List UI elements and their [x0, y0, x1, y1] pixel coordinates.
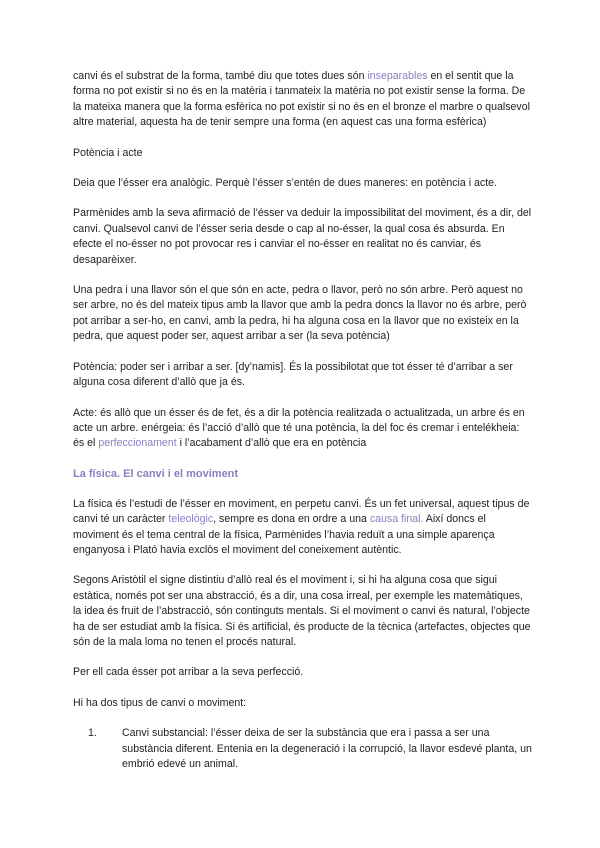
link-causa-final[interactable]: causa final. — [369, 513, 424, 526]
text: , sempre es dona en ordre a una — [213, 513, 370, 526]
document-page — [73, 69, 533, 772]
subheading-potencia-acte: Potència i acte — [73, 146, 143, 159]
paragraph-analogic: Deia que l’ésser era analògic. Perquè l’ésser s’entén de dues maneres: en potència i acte. — [73, 177, 498, 190]
numbered-list — [73, 726, 533, 772]
paragraph-acte — [73, 406, 533, 452]
list-number: 1. — [88, 727, 97, 740]
paragraph-fisica — [73, 497, 533, 559]
text: i l’acabament d’allò que era en potència — [176, 437, 367, 450]
list-item-text: Canvi substancial: l’ésser deixa de ser la substància que era i passa a ser una substància diferent. Entenia en la degeneració i la corrupció, la llavor esdevé planta, un embrió edevé un animal. — [122, 727, 532, 770]
paragraph-forma — [73, 69, 533, 131]
link-inseparables[interactable]: inseparables — [367, 70, 428, 82]
text: Així doncs el moviment és el tema central de la física, Parmènides l’havia reduït a una simple aparença enganyosa i Plató havia exclòs el moviment del coneixement autèntic. — [73, 513, 495, 556]
text: Acte: és allò que un ésser és de fet, és a dir la potència realitzada o actualitzada, un arbre és en acte un arbre. enérgeia: és l’acció d’allò que té una potència, la del foc és cremar i entelékheia: és el — [73, 406, 525, 450]
paragraph-pedra-llavor: Una pedra i una llavor són el que són en acte, pedra o llavor, però no són arbre. Però aquest no ser arbre, no és del mateix tipus amb la llavor que amb la pedra doncs la llavor no és arbre, però pot arribar a ser-ho, en canvi, amb la pedra, hi ha alguna cosa en la llavor que no existeix en la pedra, que aquest poder ser, aquest arribar a ser (la seva potència) — [73, 284, 527, 343]
list-item — [88, 726, 533, 772]
paragraph-perfeccio: Per ell cada ésser pot arribar a la seva perfecció. — [73, 666, 304, 679]
text: canvi és el substrat de la forma, també diu que totes dues són — [73, 70, 368, 82]
paragraph-tipus-canvi: Hi ha dos tipus de canvi o moviment: — [73, 696, 247, 709]
paragraph-aristotil: Segons Aristòtil el signe distintiu d’allò real és el moviment i, si hi ha alguna cosa que sigui estàtica, només pot ser una abstracció, és a dir, una cosa irreal, per exemple les matemàtiques, la idea és fruit de l’abstracció, són continguts mentals. Si el moviment o canvi és natural, l’objecte ha de ser estudiat amb la física. Si és artificial, és producte de la tècnica (artefactes, objectes que són de la mala loma no tenen el procés natural. — [73, 574, 531, 648]
paragraph-potencia: Potència: poder ser i arribar a ser. [dy’namis]. És la possibilotat que tot ésser té d’arribar a ser alguna cosa diferent d’allò que ja és. — [73, 360, 513, 389]
text: La física és l’estudi de l’ésser en moviment, en perpetu canvi. És un fet universal, aquest tipus de canvi té un caràcter — [73, 497, 530, 526]
link-teleologic[interactable]: teleològic — [168, 513, 214, 526]
section-heading-fisica: La física. El canvi i el moviment — [73, 467, 239, 480]
link-perfeccionament[interactable]: perfeccionament — [98, 437, 177, 450]
paragraph-parmenides: Parmènides amb la seva afirmació de l’ésser va deduir la impossibilitat del moviment, és a dir, del canvi. Qualsevol canvi de l’ésser seria desde o cap al no-ésser, la qual cosa és absurda. En efecte el no-ésser no pot provocar res i canviar el no-ésser en realitat no és canviar, és desaparèixer. — [73, 207, 532, 266]
text: en el sentit que la forma no pot existir si no és en la matèria i tanmateix la matèria no pot existir sense la forma. De la mateixa manera que la forma esfèrica no pot existir si no és en el bronze el marbre o qualsevol altre material, aquesta ha de tenir sempre una forma (en aquest cas una forma esfèrica) — [73, 70, 530, 129]
